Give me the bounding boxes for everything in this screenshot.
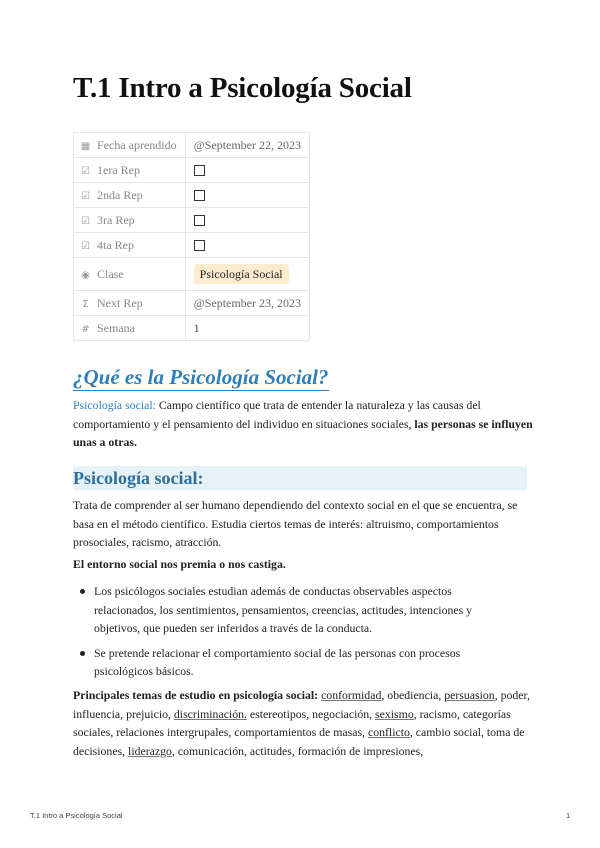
property-row: [74, 133, 310, 158]
select-tag[interactable]: Psicología Social: [194, 264, 289, 284]
property-label-cell: [74, 208, 186, 233]
checkbox-property-icon: ☑: [81, 190, 90, 202]
footer-title: T.1 Intro a Psicología Social: [30, 811, 123, 820]
footer-page-number: 1: [566, 811, 571, 820]
property-label-cell: [74, 233, 186, 258]
sigma-icon: Σ: [82, 298, 89, 310]
property-value-cell[interactable]: [185, 316, 309, 341]
property-label-cell: [74, 158, 186, 183]
checkbox-property-icon: ☑: [81, 240, 90, 252]
property-label-cell: [74, 183, 186, 208]
property-label: Clase: [97, 266, 124, 281]
property-value-cell[interactable]: [185, 208, 309, 233]
property-value-cell[interactable]: [185, 158, 309, 183]
calendar-icon: ▦: [80, 140, 91, 152]
bullet-list: [73, 582, 503, 681]
intro-paragraph: Trata de comprender al ser humano dependiendo del contexto social en el que se encuentra, se basa en el método científico. Estudia ciertos temas de interés: altruismo, comportamientos prosociales, racismo, atracción.: [73, 498, 518, 549]
checkbox-property-icon: ☑: [81, 165, 90, 177]
property-label: 1era Rep: [97, 162, 140, 177]
topic-link[interactable]: liderazgo: [128, 743, 172, 758]
checkbox[interactable]: [194, 240, 205, 251]
property-row: [74, 158, 310, 183]
property-label: Next Rep: [97, 295, 143, 310]
checkbox-property-icon: ☑: [81, 215, 90, 227]
definition-paragraph: [73, 396, 533, 452]
property-row: [74, 258, 310, 291]
topic-text: , comunicación, actitudes, formación de impresiones,: [171, 743, 424, 758]
property-value-cell[interactable]: [185, 183, 309, 208]
list-item: Se pretende relacionar el comportamiento social de las personas con procesos psicológicos básicos.: [73, 644, 503, 681]
subheading-block: [73, 466, 527, 490]
definition-bold: las personas se influyen unas a otras.: [73, 416, 533, 449]
property-row: [74, 208, 310, 233]
definition-term[interactable]: Psicología social:: [73, 398, 156, 412]
section-heading-que-es: ¿Qué es la Psicología Social?: [73, 365, 329, 389]
hash-icon: #: [81, 323, 90, 335]
topic-text: , poder, influencia, prejuicio,: [73, 688, 530, 721]
property-value: @September 22, 2023: [193, 137, 302, 152]
property-label-cell: [74, 133, 186, 158]
topic-text: , cambio social, toma de decisiones,: [73, 725, 525, 758]
page-title: T.1 Intro a Psicología Social: [73, 72, 412, 104]
property-label-cell: [74, 258, 186, 291]
property-row: [74, 291, 310, 316]
properties-table: [73, 132, 310, 341]
property-row: [74, 233, 310, 258]
property-value-cell[interactable]: [185, 258, 309, 291]
checkbox[interactable]: [194, 190, 205, 201]
property-label: Semana: [97, 320, 135, 335]
select-icon: ◉: [81, 269, 90, 281]
bold-statement: [73, 555, 533, 574]
property-row: [74, 183, 310, 208]
topic-link[interactable]: conformidad: [321, 688, 382, 702]
property-label-cell: [74, 316, 186, 341]
list-item: Los psicólogos sociales estudian además de conductas observables aspectos relacionados, los sentimientos, pensamientos, creencias, actitudes, intenciones y objetivos, que pueden ser inferidos a través de la conducta.: [73, 582, 503, 638]
bold-statement-text: El entorno social nos premia o nos castiga.: [73, 557, 286, 571]
property-label: 3ra Rep: [97, 212, 135, 227]
topic-link[interactable]: conflicto: [367, 725, 410, 739]
topic-link[interactable]: persuasion: [444, 688, 495, 702]
property-value: 1: [193, 320, 200, 335]
property-value-cell: [185, 291, 309, 316]
topic-text: , racismo, categorías sociales, relaciones intergrupales, comportamientos de masas,: [73, 706, 511, 739]
property-label: 4ta Rep: [97, 237, 134, 252]
topics-label: Principales temas de estudio en psicología social:: [73, 688, 319, 702]
property-row: [74, 316, 310, 341]
property-value-cell[interactable]: [185, 233, 309, 258]
property-value-cell[interactable]: [185, 133, 309, 158]
property-label-cell: [74, 291, 186, 316]
definition-text: Campo científico que trata de entender la naturaleza y las causas del comportamiento y el pensamiento del individuo en situaciones sociales,: [73, 398, 481, 431]
checkbox[interactable]: [194, 215, 205, 226]
topic-link[interactable]: sexismo: [375, 706, 414, 721]
checkbox[interactable]: [194, 165, 205, 176]
subheading-psicologia-social: Psicología social:: [73, 468, 204, 488]
topic-link[interactable]: discriminación.: [173, 706, 247, 721]
topic-text: , obediencia,: [381, 688, 445, 702]
topic-text: estereotipos, negociación,: [246, 706, 376, 721]
property-label: 2nda Rep: [97, 187, 143, 202]
topics-paragraph: [73, 686, 533, 760]
property-label: Fecha aprendido: [97, 137, 177, 152]
property-value: @September 23, 2023: [193, 295, 302, 310]
